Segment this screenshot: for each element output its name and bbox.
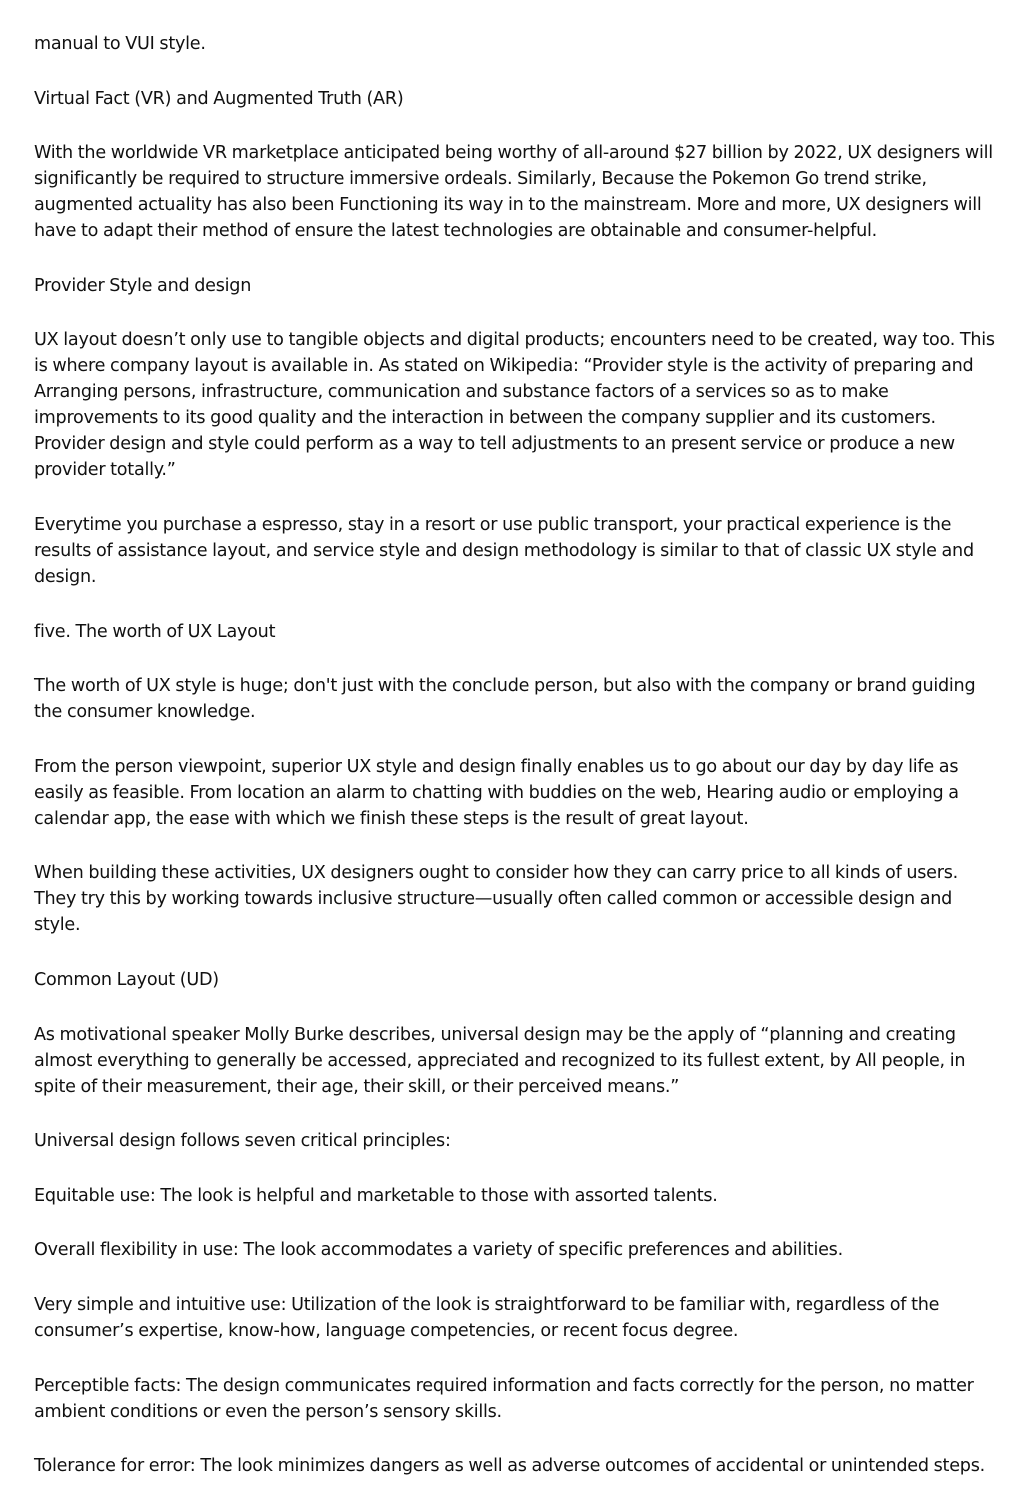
- paragraph-flexibility: Overall flexibility in use: The look accommodates a variety of specific preferences and abilities.: [34, 1240, 843, 1261]
- paragraph-principles-intro: Universal design follows seven critical principles:: [34, 1131, 451, 1152]
- paragraph-simple-intuitive: Very simple and intuitive use: Utilization of the look is straightforward to be familiar with, regardless of the consumer’s expertise, know-how, language competencies, or recent focus degree.: [34, 1294, 940, 1341]
- paragraph-person-viewpoint: From the person viewpoint, superior UX style and design finally enables us to go about our day by day life as easily as feasible. From location an alarm to chatting with buddies on the web, Hearing audio or employing a calendar app, the ease with which we finish these steps is the result of great layout.: [34, 756, 959, 829]
- paragraph-tolerance: Tolerance for error: The look minimizes dangers as well as adverse outcomes of accidental or unintended steps.: [34, 1456, 985, 1477]
- paragraph-equitable-use: Equitable use: The look is helpful and marketable to those with assorted talents.: [34, 1185, 718, 1206]
- paragraph-perceptible: Perceptible facts: The design communicates required information and facts correctly for the person, no matter ambient conditions or even the person’s sensory skills.: [34, 1375, 974, 1422]
- paragraph-everytime: Everytime you purchase a espresso, stay in a resort or use public transport, your practical experience is the results of assistance layout, and service style and design methodology is similar to that of classic UX style and design.: [34, 514, 974, 587]
- paragraph-vr-marketplace: With the worldwide VR marketplace anticipated being worthy of all-around $27 billion by 2022, UX designers will significantly be required to structure immersive ordeals. Similarly, Because the Pokemon Go trend strike, augmented actuality has also been Functioning its way in to the mainstream. More and more, UX designers will have to adapt their method of ensure the latest technologies are obtainable and consumer-helpful.: [34, 143, 993, 242]
- paragraph-building-activities: When building these activities, UX designers ought to consider how they can carry price to all kinds of users. They try this by working towards inclusive structure—usually often called common or accessible design and style.: [34, 863, 958, 936]
- paragraph-molly-burke: As motivational speaker Molly Burke describes, universal design may be the apply of “planning and creating almost everything to generally be accessed, appreciated and recognized to its fullest extent, by All people, in spite of their measurement, their age, their skill, or their perceived means.”: [34, 1024, 966, 1097]
- heading-worth-ux: five. The worth of UX Layout: [34, 621, 276, 642]
- paragraph-manual-vui: manual to VUI style.: [34, 34, 206, 54]
- document-page: [34, 31, 996, 1508]
- heading-common-layout: Common Layout (UD): [34, 969, 219, 990]
- heading-vr-ar: Virtual Fact (VR) and Augmented Truth (AR): [34, 88, 404, 109]
- paragraph-worth-ux-style: The worth of UX style is huge; don't just with the conclude person, but also with the company or brand guiding the consumer knowledge.: [34, 676, 976, 723]
- paragraph-ux-layout-service: UX layout doesn’t only use to tangible objects and digital products; encounters need to be created, way too. This is where company layout is available in. As stated on Wikipedia: “Provider style is the activity of preparing and Arranging persons, infrastructure, communication and substance factors of a services so as to make improvements to its good quality and the interaction in between the company supplier and its customers. Provider design and style could perform as a way to tell adjustments to an present service or produce a new provider totally.”: [34, 330, 995, 481]
- heading-provider-style: Provider Style and design: [34, 275, 252, 296]
